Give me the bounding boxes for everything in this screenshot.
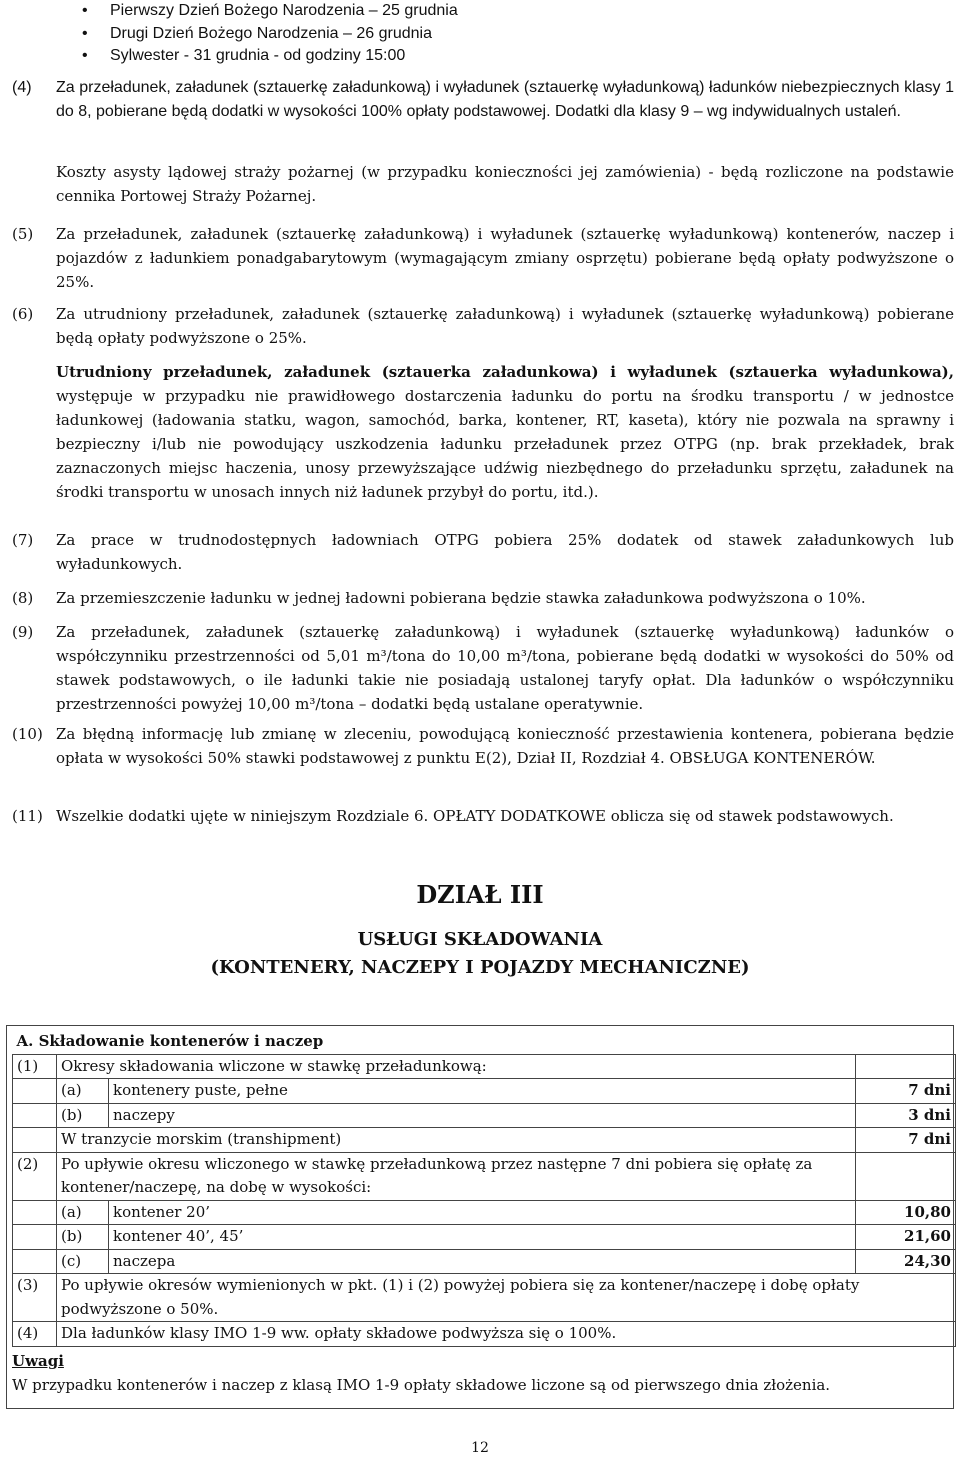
paragraph-number: (6) [12, 305, 34, 323]
row-text: Okresy składowania wliczone w stawkę przeładunkową: [57, 1054, 856, 1079]
table-row [13, 1030, 956, 1054]
page-number: 12 [471, 1440, 489, 1456]
row-value: 21,60 [856, 1225, 956, 1250]
row-text: Po upływie okresów wymienionych w pkt. (1) i (2) powyżej pobiera się za kontener/naczepę i dobę opłaty podwyższone o 50%. [57, 1274, 956, 1322]
paragraph-5 [12, 222, 954, 294]
row-number: (a) [57, 1079, 109, 1104]
table-row [13, 1054, 956, 1079]
row-text: kontener 20’ [109, 1200, 856, 1225]
paragraph-4-fire-note [56, 160, 954, 208]
list-item: • Drugi Dzień Bożego Narodzenia – 26 grudnia [80, 23, 680, 46]
row-text: naczepa [109, 1249, 856, 1274]
row-number: (a) [57, 1200, 109, 1225]
row-text: kontenery puste, pełne [109, 1079, 856, 1104]
table-row [13, 1249, 956, 1274]
row-number: (c) [57, 1249, 109, 1274]
remarks-title: Uwagi [12, 1352, 64, 1370]
table-row [13, 1322, 956, 1347]
paragraph-8 [12, 586, 954, 610]
paragraph-number: (9) [12, 623, 34, 641]
table-row [13, 1225, 956, 1250]
list-item: • Pierwszy Dzień Bożego Narodzenia – 25 grudnia [80, 0, 680, 23]
paragraph-number: (10) [12, 725, 43, 743]
remarks-text: W przypadku kontenerów i naczep z klasą IMO 1-9 opłaty składowe liczone są od pierwszego dnia złożenia. [12, 1376, 831, 1394]
row-number: (b) [57, 1103, 109, 1128]
definition-term: Utrudniony przeładunek, załadunek (sztauerka załadunkowa) i wyładunek (sztauerka wyładunkowa), [56, 363, 954, 381]
row-text: Po upływie okresu wliczonego w stawkę przeładunkową przez następne 7 dni pobiera się opłatę za kontener/naczepę, na dobę w wysokości: [57, 1152, 856, 1200]
row-number: (2) [13, 1152, 57, 1200]
paragraph-text: Za prace w trudnodostępnych ładowniach OTPG pobiera 25% dodatek od stawek załadunkowych lub wyładunkowych. [56, 531, 954, 573]
row-text: kontener 40’, 45’ [109, 1225, 856, 1250]
table-row [13, 1274, 956, 1322]
paragraph-text: Koszty asysty lądowej straży pożarnej (w przypadku konieczności jej zamówienia) - będą rozliczone na podstawie cennika Portowej Straży Pożarnej. [56, 163, 954, 205]
paragraph-number: (11) [12, 807, 43, 825]
paragraph-text: Wszelkie dodatki ujęte w niniejszym Rozdziale 6. OPŁATY DODATKOWE oblicza się od stawek podstawowych. [56, 807, 894, 825]
row-text: Dla ładunków klasy IMO 1-9 ww. opłaty składowe podwyższa się o 100%. [57, 1322, 956, 1347]
paragraph-text: Za przeładunek, załadunek (sztauerkę załadunkową) i wyładunek (sztauerkę wyładunkową) ładunków niebezpiecznych klasy 1 do 8, pobierane będą dodatki w wysokości 100% opłaty podstawowej. Dodatki dla klasy 9 – wg indywidualnych ustaleń. [56, 79, 954, 120]
paragraph-6-definition [56, 360, 954, 504]
row-number: (3) [13, 1274, 57, 1322]
table-row [13, 1079, 956, 1104]
row-text: naczepy [109, 1103, 856, 1128]
row-text: W tranzycie morskim (transhipment) [57, 1128, 856, 1153]
paragraph-11 [12, 804, 954, 828]
row-value: 24,30 [856, 1249, 956, 1274]
row-number: (1) [13, 1054, 57, 1079]
paragraph-number: (8) [12, 589, 34, 607]
list-item: • Sylwester - 31 grudnia - od godziny 15:00 [80, 45, 680, 68]
row-number: (b) [57, 1225, 109, 1250]
table-row [13, 1128, 956, 1153]
row-value: 7 dni [856, 1079, 956, 1104]
paragraph-number: (5) [12, 225, 34, 243]
row-value: 3 dni [856, 1103, 956, 1128]
paragraph-text: Za przeładunek, załadunek (sztauerkę załadunkową) i wyładunek (sztauerkę wyładunkową) ładunków o współczynniku przestrzenności od 5,01 m³/tona do 10,00 m³/tona, pobierane będą dodatki w wysokości do 50% od stawek podstawowych, o ile ładunki takie nie posiadają ustalonej taryfy opłat. Dla ładunków o współczynniku przestrzenności powyżej 10,00 m³/tona – dodatki będą ustalane operatywnie. [56, 623, 954, 713]
definition-text: występuje w przypadku nie prawidłowego dostarczenia ładunku do portu na środku transportu / w jednostce ładunkowej (ładowania statku, wagon, samochód, barka, kontener, RT, kaseta), który nie pozwala na sprawny i bezpieczny i/lub nie powodujący uszkodzenia ładunku przeładunek przez OTPG (np. brak przekładek, brak zaznaczonych miejsc haczenia, unosy przewyższające udźwig niezbędnego do przeładunku sprzętu, załadunek na środki transportu w unosach innych niż ładunek przybył do portu, itd.). [56, 387, 954, 501]
row-value: 10,80 [856, 1200, 956, 1225]
paragraph-number: (7) [12, 531, 34, 549]
paragraph-7 [12, 528, 954, 576]
row-value: 7 dni [856, 1128, 956, 1153]
paragraph-10 [12, 722, 954, 770]
row-number: (4) [13, 1322, 57, 1347]
section-heading: DZIAŁ III [416, 880, 544, 909]
table-section-title: A. Składowanie kontenerów i naczep [13, 1030, 956, 1054]
paragraph-text: Za utrudniony przeładunek, załadunek (sztauerkę załadunkową) i wyładunek (sztauerkę wyładunkową) pobierane będą opłaty podwyższone o 25%. [56, 305, 954, 347]
paragraph-number: (4) [12, 79, 32, 96]
paragraph-6 [12, 302, 954, 350]
storage-table [12, 1030, 956, 1347]
paragraph-text: Za błędną informację lub zmianę w zleceniu, powodującą konieczność przestawienia kontenera, pobierana będzie opłata w wysokości 50% stawki podstawowej z punktu E(2), Dział II, Rozdział 4. OBSŁUGA KONTENERÓW. [56, 725, 954, 767]
holiday-list [80, 0, 680, 68]
subtitle-line-1: USŁUGI SKŁADOWANIA [357, 929, 603, 950]
row-value [856, 1054, 956, 1079]
table-row [13, 1200, 956, 1225]
table-row [13, 1152, 956, 1200]
paragraph-4 [12, 76, 954, 124]
subtitle-line-2: (KONTENERY, NACZEPY I POJAZDY MECHANICZNE) [210, 957, 750, 978]
paragraph-text: Za przeładunek, załadunek (sztauerkę załadunkową) i wyładunek (sztauerkę wyładunkową) kontenerów, naczep i pojazdów z ładunkiem ponadgabarytowym (wymagającym zmiany osprzętu) pobierane będą opłaty podwyższone o 25%. [56, 225, 954, 291]
paragraph-text: Za przemieszczenie ładunku w jednej ładowni pobierana będzie stawka załadunkowa podwyższona o 10%. [56, 589, 866, 607]
section-subtitle [0, 926, 960, 982]
table-row [13, 1103, 956, 1128]
paragraph-9 [12, 620, 954, 716]
